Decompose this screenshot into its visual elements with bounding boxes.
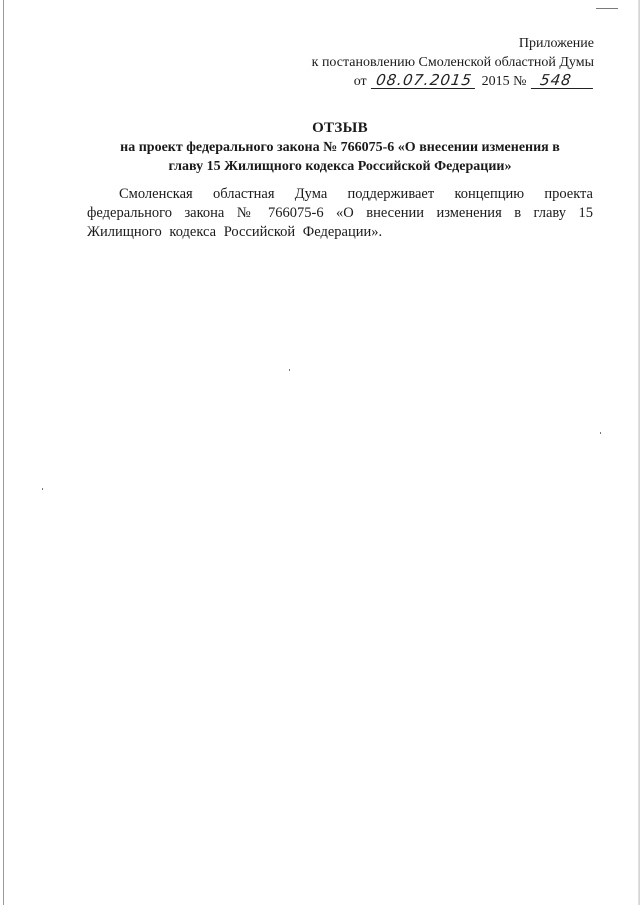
- title-line-1: на проект федерального закона № 766075-6 «О внесении изменения в: [120, 140, 560, 155]
- body-paragraph: Смоленская областная Дума поддерживает концепцию проекта федерального закона № 766075-6 «О внесении изменения в главу 15 Жилищного кодекса Российской Федерации».: [87, 186, 593, 240]
- appendix-reference: к постановлению Смоленской областной Думы: [311, 55, 594, 70]
- appendix-date-number-line: [312, 72, 594, 91]
- title-line-2: главу 15 Жилищного кодекса Российской Федерации»: [168, 159, 512, 174]
- scan-speck: [289, 369, 290, 371]
- handwritten-date: 08.07.2015: [371, 73, 477, 89]
- appendix-header: [312, 34, 594, 91]
- scan-left-edge: [3, 0, 4, 905]
- scan-mark: [596, 8, 618, 9]
- year-number-label: 2015 №: [481, 74, 527, 89]
- from-prefix: от: [353, 74, 367, 89]
- appendix-label: Приложение: [518, 36, 594, 51]
- document-type: ОТЗЫВ: [312, 120, 368, 136]
- scan-speck: [600, 432, 601, 434]
- document-title: [90, 119, 590, 176]
- handwritten-number: 548: [531, 73, 595, 89]
- scan-speck: [42, 488, 43, 490]
